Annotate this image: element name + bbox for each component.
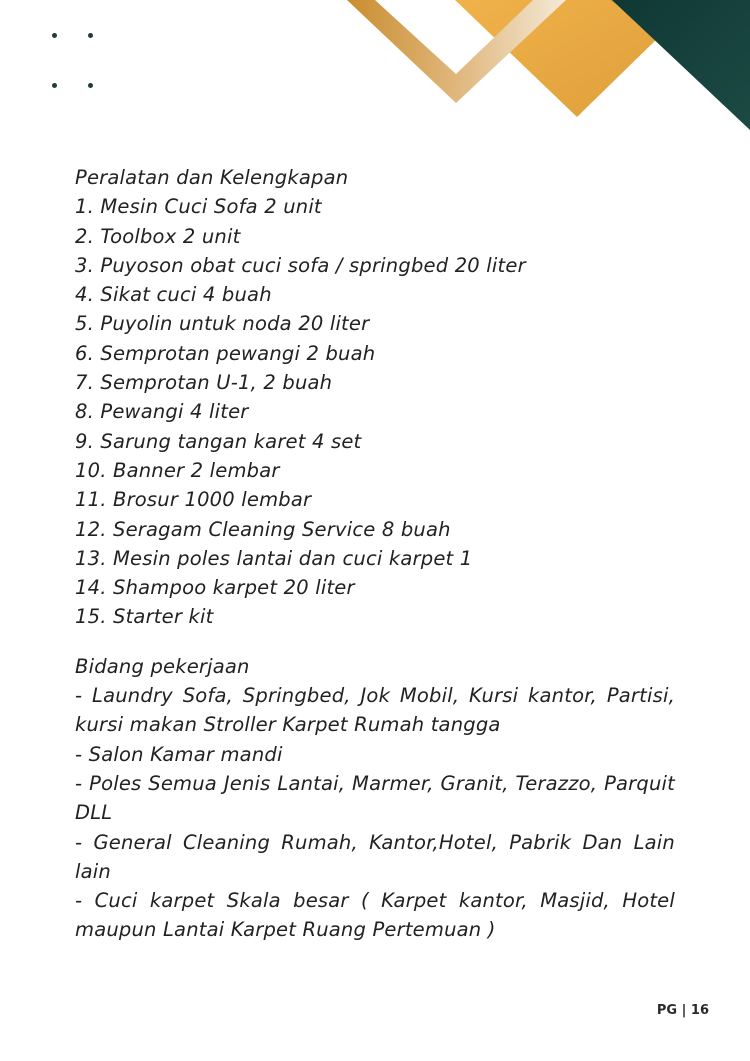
list-item: 6. Semprotan pewangi 2 buah [75, 341, 376, 365]
equipment-heading: Peralatan dan Kelengkapan [75, 166, 349, 189]
list-item: 9. Sarung tangan karet 4 set [75, 429, 362, 453]
list-item: 13. Mesin poles lantai dan cuci karpet 1 [75, 546, 473, 570]
list-item: - Poles Semua Jenis Lantai, Marmer, Granit, Terazzo, Parquit DLL [75, 771, 675, 825]
work-heading: Bidang pekerjaan [75, 654, 250, 678]
list-item: - Cuci karpet Skala besar ( Karpet kantor, Masjid, Hotel maupun Lantai Karpet Ruang Pertemuan ) [75, 889, 675, 942]
header-decoration [0, 0, 750, 140]
dot [52, 33, 57, 38]
dot [88, 83, 93, 88]
page-body [75, 163, 675, 945]
list-item: 7. Semprotan U-1, 2 buah [75, 371, 333, 395]
list-item: 8. Pewangi 4 liter [75, 400, 249, 424]
list-item: 10. Banner 2 lembar [75, 458, 280, 482]
list-item: 15. Starter kit [75, 605, 214, 629]
list-item: 12. Seragam Cleaning Service 8 buah [75, 517, 451, 541]
list-item: 4. Sikat cuci 4 buah [75, 283, 272, 307]
list-item: 11. Brosur 1000 lembar [75, 488, 312, 512]
green-corner-shape [612, 0, 750, 130]
list-item: 3. Puyoson obat cuci sofa / springbed 20 liter [75, 253, 526, 277]
list-item: - General Cleaning Rumah, Kantor,Hotel, Pabrik Dan Lain lain [75, 830, 675, 883]
list-item: 5. Puyolin untuk noda 20 liter [75, 312, 370, 336]
page-number: PG | 16 [656, 1003, 709, 1018]
work-list [75, 681, 675, 945]
list-item: 14. Shampoo karpet 20 liter [75, 576, 355, 600]
equipment-list [75, 192, 675, 631]
list-item: 1. Mesin Cuci Sofa 2 unit [75, 195, 322, 219]
dot [88, 33, 93, 38]
list-item: - Salon Kamar mandi [75, 742, 283, 766]
list-item: - Laundry Sofa, Springbed, Jok Mobil, Kursi kantor, Partisi, kursi makan Stroller Karpet Rumah tangga [75, 684, 675, 737]
list-item: 2. Toolbox 2 unit [75, 224, 241, 248]
dot [52, 83, 57, 88]
